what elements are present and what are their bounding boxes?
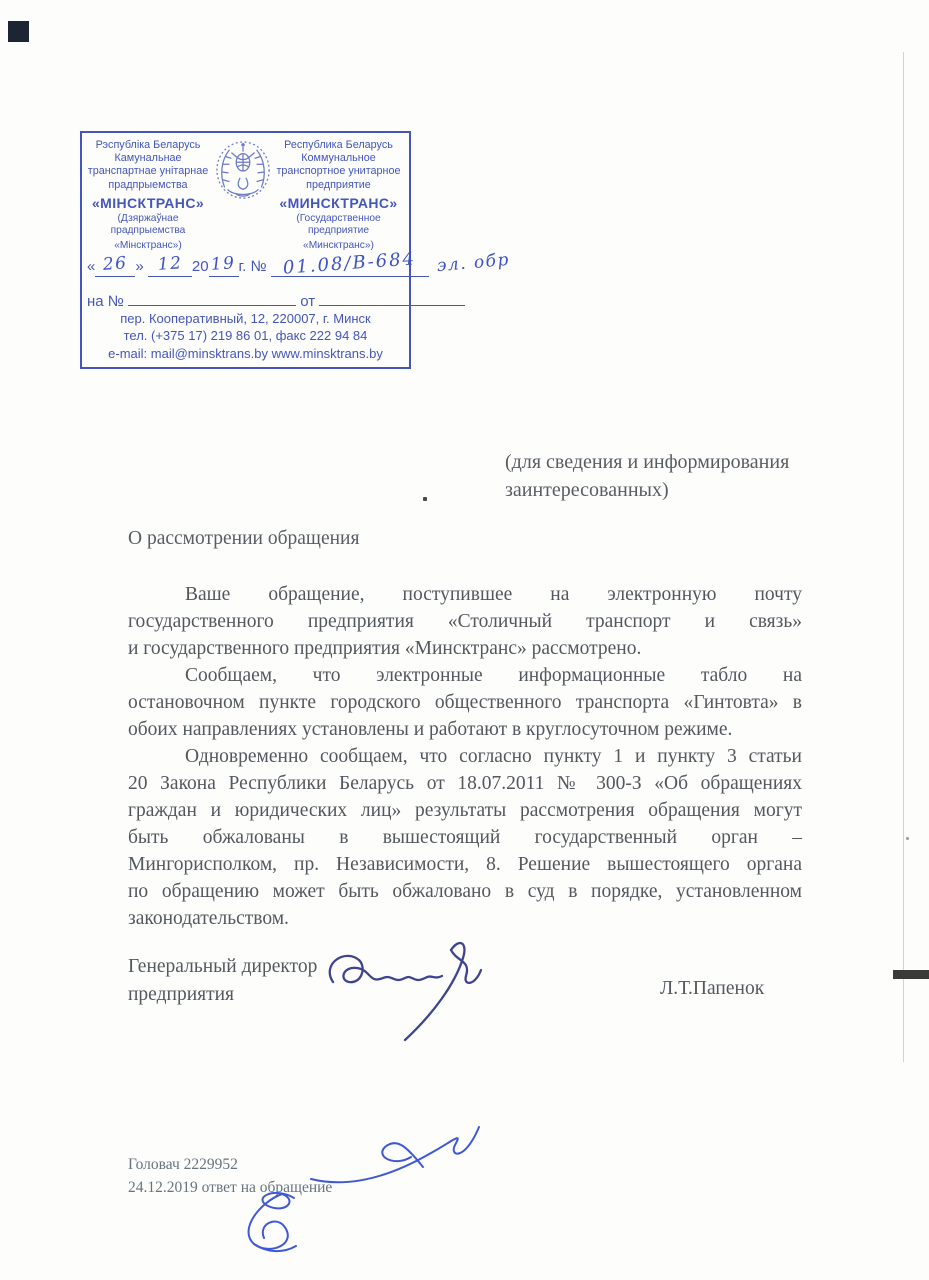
year-prefix: 20 — [191, 258, 209, 275]
coat-of-arms-icon — [214, 139, 272, 203]
na-label: на № — [87, 293, 124, 310]
outgoing-number-field — [271, 248, 429, 279]
incoming-number-field — [128, 305, 296, 306]
handwritten-number-suffix: эл. обр — [435, 249, 511, 277]
org-line: Коммунальное — [301, 152, 376, 165]
body-line: государственного предприятия «Столичный транспорт и связь» — [128, 611, 802, 632]
body-line: 20 Закона Республики Беларусь от 18.07.2011 № 300-З «Об обращениях — [128, 773, 802, 794]
executor-note: 24.12.2019 ответ на обращение — [128, 1179, 333, 1196]
org-line: Республика Беларусь — [284, 139, 393, 151]
body-line: и государственного предприятия «Минсктранс» рассмотрено. — [128, 638, 642, 659]
ot-label: от — [300, 293, 316, 310]
handwritten-day: 26 — [102, 253, 129, 275]
address-line: e-mail: mail@minsktrans.by www.minsktrans.by — [108, 345, 383, 361]
quote-open: « — [87, 258, 96, 275]
date-year-field — [209, 253, 239, 277]
director-signature — [305, 928, 520, 1043]
number-label: № — [250, 258, 267, 275]
date-day-field — [95, 253, 135, 277]
org-name-belarusian: «МІНСКТРАНС» — [91, 194, 205, 211]
recipient-note-line: заинтересованных) — [505, 479, 669, 501]
recipient-note-line: (для сведения и информирования — [505, 451, 790, 473]
emblem-cell — [214, 139, 272, 252]
executor-signature — [305, 1115, 490, 1195]
org-line: прадпрыемства — [108, 178, 188, 191]
body-line: Мингорисполком, пр. Независимости, 8. Решение вышестоящего органа — [128, 854, 802, 875]
subject-line: О рассмотрении обращения — [128, 528, 360, 549]
body-line: быть обжалованы в вышестоящий государственный орган – — [128, 827, 802, 848]
org-line: Рэспубліка Беларусь — [95, 139, 201, 151]
org-line: Камунальнае — [114, 152, 182, 165]
address-line: тел. (+375 17) 219 86 01, факс 222 94 84 — [123, 328, 368, 343]
body-line: Ваше обращение, поступившее на электронную почту — [185, 584, 802, 605]
margin-dash-mark — [893, 970, 929, 979]
org-column-russian — [272, 139, 405, 252]
date-number-line — [87, 248, 517, 279]
incoming-date-field — [319, 305, 465, 306]
scan-speck — [906, 837, 909, 840]
body-line: остановочном пункте городского общественного транспорта «Гинтовта» в — [128, 692, 802, 713]
letterhead-header — [82, 133, 409, 252]
scan-speck — [423, 497, 427, 501]
second-signature — [230, 1186, 325, 1258]
org-sub-line: (Дзяржаўнае прадпрыемства — [110, 212, 186, 237]
letterhead-stamp — [80, 131, 511, 369]
address-line: пер. Кооперативный, 12, 220007, г. Минск — [120, 310, 371, 326]
year-suffix: г. — [238, 258, 251, 275]
quote-close: » — [135, 258, 144, 275]
body-line: Сообщаем, что электронные информационные табло на — [185, 665, 802, 686]
org-name-russian: «МИНСКТРАНС» — [279, 194, 398, 211]
handwritten-month: 12 — [156, 253, 183, 275]
body-line: граждан и юридических лиц» результаты рассмотрения обращения могут — [128, 800, 802, 821]
letter-body — [128, 581, 802, 932]
address-block — [82, 310, 409, 363]
signoff-title — [128, 953, 317, 1009]
body-line: законодательством. — [128, 908, 289, 929]
org-sub-line: (Государственное предприятие — [296, 212, 381, 237]
org-line: транспартнае унітарнае — [87, 165, 209, 178]
director-name: Л.Т.Папенок — [660, 978, 765, 999]
handwritten-year: 19 — [210, 253, 237, 275]
scan-vertical-line — [903, 52, 904, 1062]
org-sub-line: «Мінсктранс») — [114, 239, 182, 251]
executor-name-phone: Головач 2229952 — [128, 1156, 238, 1173]
org-line: предприятие — [306, 178, 371, 191]
body-line: Одновременно сообщаем, что согласно пункту 1 и пункту 3 статьи — [185, 746, 802, 767]
signoff-title-line: предприятия — [128, 984, 235, 1005]
body-line: по обращению может быть обжаловано в суд в порядке, установленном — [128, 881, 802, 902]
date-month-field — [148, 253, 192, 277]
handwritten-number: 01.08/В-684 — [282, 248, 417, 279]
body-line: обоих направлениях установлены и работают в круглосуточном режиме. — [128, 719, 733, 740]
org-line: транспортное унитарное — [276, 165, 401, 178]
recipient-note — [505, 448, 789, 504]
signoff-title-line: Генеральный директор — [128, 956, 318, 977]
scan-corner-mark — [8, 21, 29, 42]
org-sub-line: «Минсктранс») — [303, 239, 374, 251]
reference-line — [87, 293, 405, 310]
org-column-belarusian — [82, 139, 214, 252]
